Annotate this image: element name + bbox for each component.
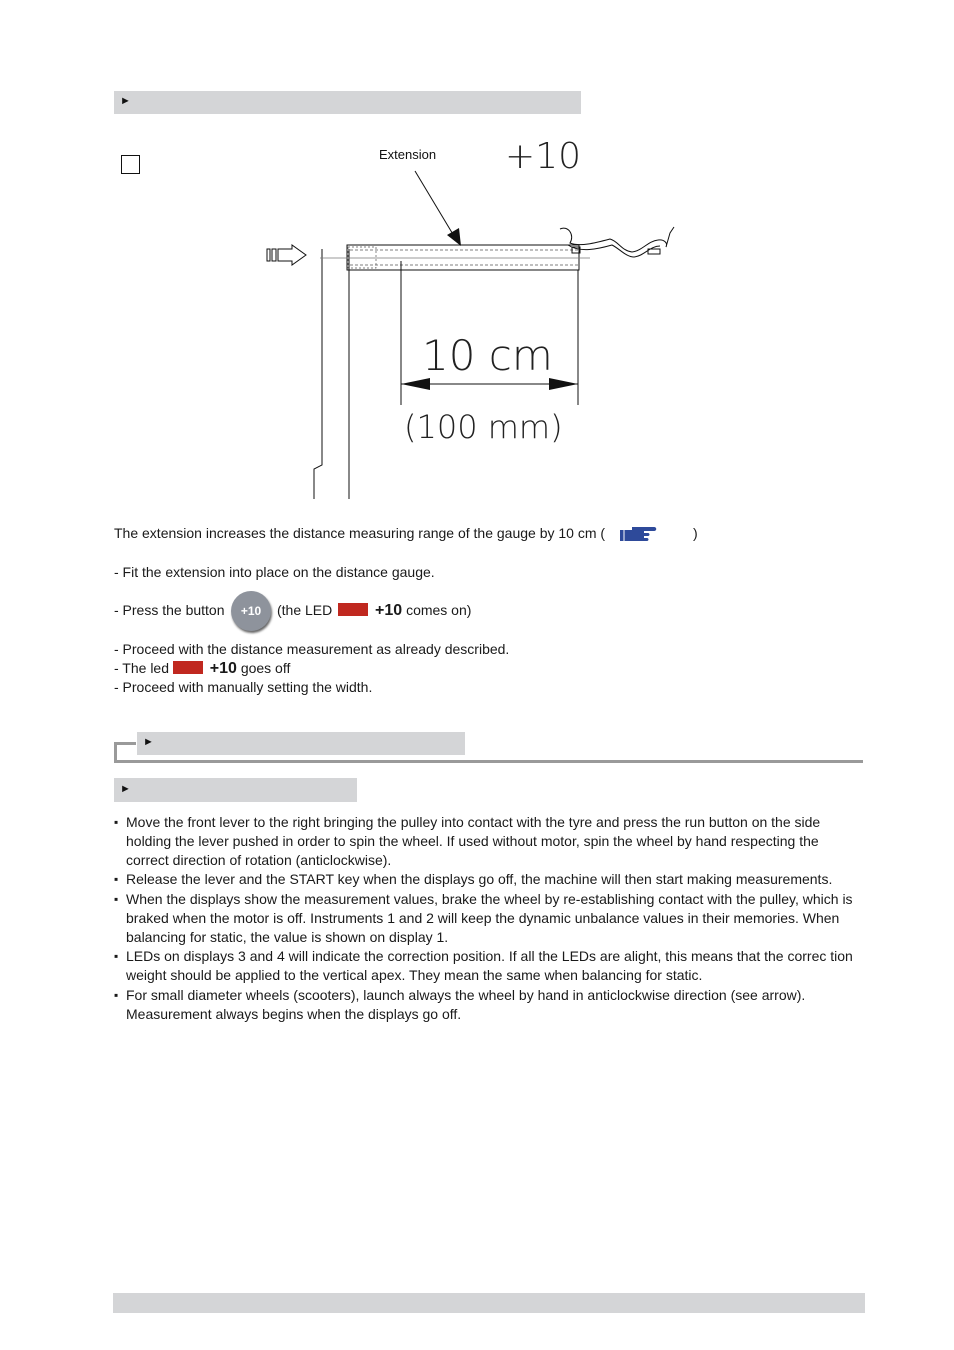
pointing-hand-icon	[618, 524, 658, 544]
dimension-cm: 10 cm	[422, 331, 553, 380]
bullet-marker: ▪	[114, 815, 119, 829]
bullet-marker: ▪	[114, 949, 119, 963]
led-indicator	[338, 603, 368, 616]
step-fit: - Fit the extension into place on the distance gauge.	[114, 564, 435, 580]
section3-header-bar	[114, 778, 357, 802]
step-press-suffix: comes on)	[406, 602, 472, 618]
section3-arrow: ►	[120, 783, 131, 795]
bullet-text: LEDs on displays 3 and 4 will indicate the correction position. If all the LEDs are alight, this means that the correc tion weight should be applied to the vertical apex. They mean the same when balancing for static.	[126, 948, 853, 983]
bullet-text: Release the lever and the START key when the displays go off, the machine will then start making measurements.	[126, 871, 833, 887]
section-arrow: ►	[120, 95, 131, 107]
section2-arrow: ►	[143, 736, 154, 748]
bullet-text: When the displays show the measurement values, brake the wheel by re-establishing contact with the pulley, which is braked when the motor is off. Instruments 1 and 2 will keep the dynamic unbalance values in their memories. When balancing for static, the value is shown on display 1.	[126, 891, 853, 945]
bullet-marker: ▪	[114, 872, 119, 886]
section2-bracket-vertical	[114, 742, 117, 763]
step-led-prefix: - The led	[114, 660, 169, 676]
led-indicator-off	[173, 661, 203, 674]
step-press-prefix: - Press the button	[114, 602, 225, 618]
step-manual: - Proceed with manually setting the width.	[114, 679, 373, 695]
step-press-led-text	[277, 601, 471, 620]
extension-label: Extension	[379, 147, 437, 162]
intro-close-paren: )	[693, 525, 698, 541]
plus10-button[interactable]	[231, 591, 271, 631]
section2-bracket-horizontal	[114, 742, 136, 745]
led-off-plus10: +10	[209, 660, 237, 677]
led-plus10: +10	[375, 602, 403, 619]
section-header-bar	[114, 91, 581, 114]
step-led-suffix: goes off	[240, 660, 291, 676]
step-led-off	[114, 659, 290, 678]
intro-sentence: The extension increases the distance measuring range of the gauge by 10 cm (	[114, 525, 606, 541]
bullet-marker: ▪	[114, 988, 119, 1002]
section2-rule	[114, 760, 863, 763]
section2-header-bar	[137, 732, 465, 755]
footer-bar	[113, 1293, 865, 1313]
plus10-label: +10	[505, 136, 581, 177]
plus10-button-label: +10	[240, 604, 262, 618]
step-press-led-label: (the LED	[277, 602, 333, 618]
bullet-marker: ▪	[114, 892, 119, 906]
bullet-text: Move the front lever to the right bringing the pulley into contact with the tyre and press the run button on the side holding the lever pushed in order to spin the wheel. If used without motor, spin the wheel by hand respecting the correct direction of rotation (anticlockwise).	[126, 814, 821, 868]
extension-diagram	[250, 125, 690, 505]
step-proceed: - Proceed with the distance measurement as already described.	[114, 641, 510, 657]
bullet-text: For small diameter wheels (scooters), launch always the wheel by hand in anticlockwise direction (see arrow). Measurement always begins when the displays go off.	[126, 987, 806, 1022]
figure-checkbox	[121, 155, 140, 174]
dimension-mm: (100 mm)	[404, 408, 563, 446]
intro-text	[114, 524, 605, 543]
